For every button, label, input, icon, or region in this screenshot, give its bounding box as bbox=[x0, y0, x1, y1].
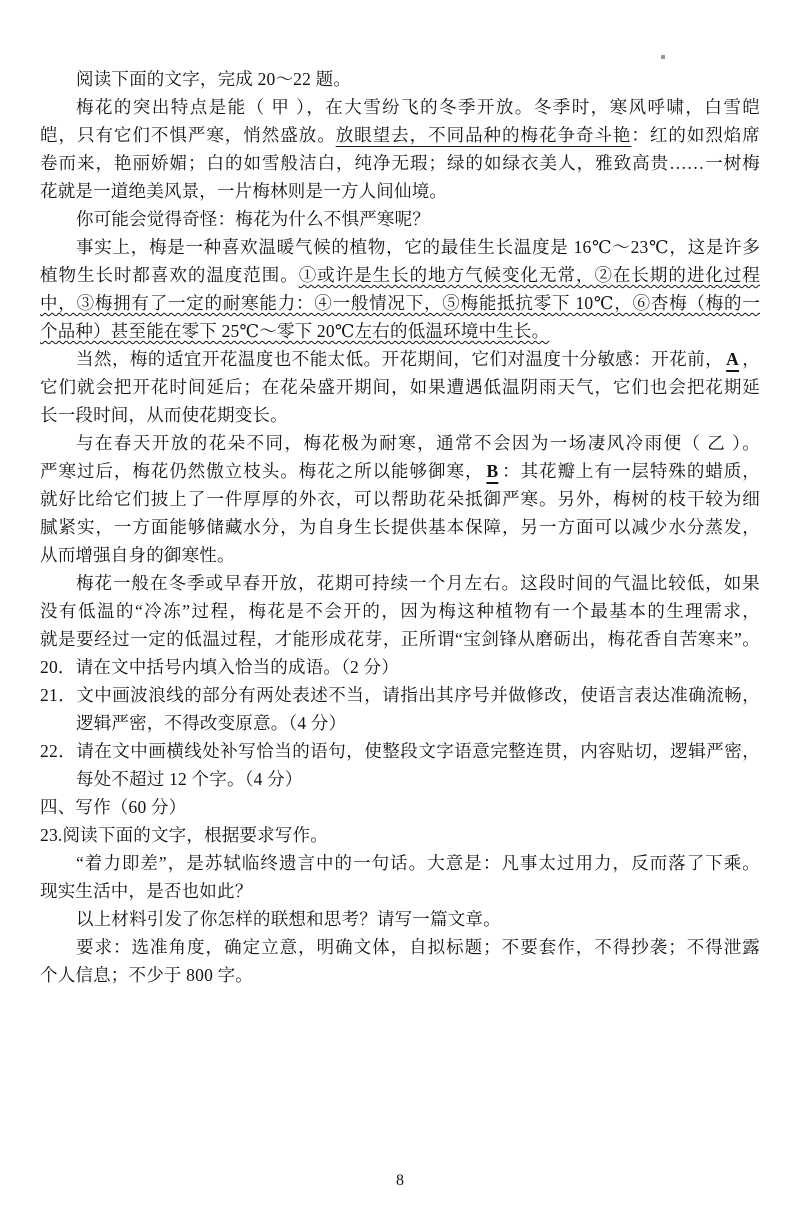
scan-artifact-dot bbox=[661, 55, 665, 59]
wavy-underlined-text: 个品种）甚至能在零下 25℃～零下 20℃左右的低温环境中生长。 bbox=[40, 321, 550, 341]
text-line bbox=[40, 681, 760, 709]
text-line bbox=[40, 121, 760, 149]
text-segment: 20．请在文中括号内填入恰当的成语。（2 分） bbox=[40, 657, 399, 677]
text-line bbox=[40, 877, 760, 905]
text-line bbox=[40, 793, 760, 821]
text-segment: 你可能会觉得奇怪：梅花为什么不惧严寒呢？ bbox=[76, 209, 430, 229]
text-line bbox=[40, 541, 760, 569]
text-line bbox=[40, 625, 760, 653]
text-segment: “着力即差”，是苏轼临终遗言中的一句话。大意是：凡事太过用力，反而落了下乘。 bbox=[76, 853, 760, 873]
text-segment: 卷而来，艳丽娇媚；白的如雪般洁白，纯净无瑕；绿的如绿衣美人，雅致高贵……一树梅 bbox=[40, 153, 760, 173]
text-line bbox=[40, 149, 760, 177]
text-line bbox=[40, 429, 760, 457]
text-segment: ， bbox=[742, 349, 760, 369]
text-line bbox=[40, 513, 760, 541]
text-line bbox=[40, 289, 760, 317]
text-segment: 现实生活中，是否也如此？ bbox=[40, 881, 253, 901]
text-segment: 阅读下面的文字，完成 20～22 题。 bbox=[76, 69, 352, 89]
text-line bbox=[40, 849, 760, 877]
text-segment: 21．文中画波浪线的部分有两处表述不当，请指出其序号并做修改，使语言表达准确流畅， bbox=[40, 685, 760, 705]
text-segment: ：其花瓣上有一层特殊的蜡质， bbox=[501, 461, 760, 481]
text-segment: 从而增强自身的御寒性。 bbox=[40, 545, 235, 565]
text-segment: 当然，梅的适宜开花温度也不能太低。开花期间，它们对温度十分敏感：开花前， bbox=[76, 349, 724, 369]
text-segment: 就好比给它们披上了一件厚厚的外衣，可以帮助花朵抵御严寒。另外，梅树的枝干较为细 bbox=[40, 489, 760, 509]
text-segment: 23.阅读下面的文字，根据要求写作。 bbox=[40, 825, 328, 845]
text-line bbox=[40, 709, 760, 737]
text-segment: 个人信息；不少于 800 字。 bbox=[40, 965, 253, 985]
text-line bbox=[40, 933, 760, 961]
text-segment: 梅花的突出特点是能（ 甲 ），在大雪纷飞的冬季开放。冬季时，寒风呼啸，白雪皑 bbox=[76, 97, 760, 117]
text-segment: 四、写作（60 分） bbox=[40, 797, 187, 817]
text-line bbox=[40, 65, 760, 93]
wavy-underlined-text: 中，③梅拥有了一定的耐寒能力：④一般情况下，⑤梅能抵抗零下 10℃，⑥杏梅（梅的一 bbox=[40, 293, 760, 313]
text-segment: 植物生长时都喜欢的温度范围。 bbox=[40, 265, 299, 285]
text-line bbox=[40, 373, 760, 401]
text-line bbox=[40, 345, 760, 373]
text-line bbox=[40, 401, 760, 429]
text-segment: 梅花一般在冬季或早春开放，花期可持续一个月左右。这段时间的气温比较低，如果 bbox=[76, 573, 760, 593]
text-segment: 与在春天开放的花朵不同，梅花极为耐寒，通常不会因为一场凄风冷雨便（ 乙 ）。 bbox=[76, 433, 760, 453]
underlined-text: 放眼望去，不同品种的梅花争奇斗艳 bbox=[335, 125, 632, 145]
text-segment: 事实上，梅是一种喜欢温暖气候的植物，它的最佳生长温度是 16℃～23℃，这是许多 bbox=[76, 237, 760, 257]
text-segment: 皑，只有它们不惧严寒，悄然盛放。 bbox=[40, 125, 336, 145]
text-segment: ：红的如烈焰席 bbox=[631, 125, 760, 145]
text-line bbox=[40, 905, 760, 933]
text-segment: 它们就会把开花时间延后；在花朵盛开期间，如果遭遇低温阴雨天气，它们也会把花期延 bbox=[40, 377, 760, 397]
text-line bbox=[40, 485, 760, 513]
text-segment: 长一段时间，从而使花期变长。 bbox=[40, 405, 288, 425]
text-line bbox=[40, 261, 760, 289]
text-line bbox=[40, 457, 760, 485]
text-line bbox=[40, 233, 760, 261]
text-segment: 就是要经过一定的低温过程，才能形成花芽，正所谓“宝剑锋从磨砺出，梅花香自苦寒来”。 bbox=[40, 629, 760, 649]
text-segment: 严寒过后，梅花仍然傲立枝头。梅花之所以能够御寒， bbox=[40, 461, 484, 481]
text-line bbox=[40, 737, 760, 765]
text-segment: 花就是一道绝美风景，一片梅林则是一方人间仙境。 bbox=[40, 181, 448, 201]
blank-marker: A bbox=[726, 349, 740, 369]
text-segment: 22．请在文中画横线处补写恰当的语句，使整段文字语意完整连贯，内容贴切，逻辑严密， bbox=[40, 741, 760, 761]
text-segment: 逻辑严密，不得改变原意。（4 分） bbox=[76, 713, 347, 733]
text-line bbox=[40, 821, 760, 849]
text-line bbox=[40, 177, 760, 205]
text-line bbox=[40, 569, 760, 597]
wavy-underlined-text: ①或许是生长的地方气候变化无常，②在长期的进化过程 bbox=[298, 265, 760, 285]
document-lines bbox=[40, 65, 760, 989]
blank-marker: B bbox=[486, 461, 499, 481]
text-line bbox=[40, 205, 760, 233]
text-line bbox=[40, 961, 760, 989]
text-segment: 以上材料引发了你怎样的联想和思考？请写一篇文章。 bbox=[76, 909, 501, 929]
page-number: 8 bbox=[396, 1172, 404, 1189]
text-segment: 腻紧实，一方面能够储藏水分，为自身生长提供基本保障，另一方面可以减少水分蒸发， bbox=[40, 517, 760, 537]
text-line bbox=[40, 93, 760, 121]
text-segment: 没有低温的“冷冻”过程，梅花是不会开的，因为梅这种植物有一个最基本的生理需求， bbox=[40, 601, 760, 621]
text-line bbox=[40, 653, 760, 681]
text-line bbox=[40, 765, 760, 793]
text-line bbox=[40, 317, 760, 345]
text-line bbox=[40, 597, 760, 625]
text-segment: 要求：选准角度，确定立意，明确文体，自拟标题；不要套作，不得抄袭；不得泄露 bbox=[76, 937, 760, 957]
text-segment: 每处不超过 12 个字。（4 分） bbox=[76, 769, 303, 789]
